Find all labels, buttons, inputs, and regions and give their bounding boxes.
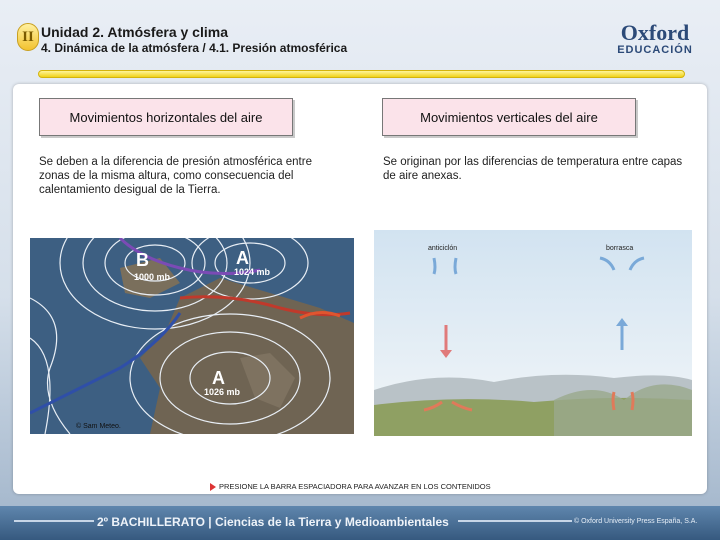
footer-line-left	[14, 520, 94, 522]
vertical-air-scene-svg	[374, 230, 692, 436]
weather-map-image	[30, 238, 354, 434]
footer-bar	[0, 506, 720, 540]
low-pressure-letter: B	[136, 250, 149, 270]
map-credit: © Sam Meteo.	[76, 423, 121, 430]
high-pressure-value-2: 1026 mb	[204, 387, 241, 397]
oxford-logo	[614, 22, 696, 56]
vertical-air-scene-image	[374, 230, 692, 436]
high-pressure-letter-2: A	[212, 368, 225, 388]
section-subtitle: 4. Dinámica de la atmósfera / 4.1. Presión atmosférica	[41, 41, 348, 55]
copyright: © Oxford University Press España, S.A.	[574, 518, 698, 525]
high-pressure-value-1: 1024 mb	[234, 267, 271, 277]
vertical-movements-heading: Movimientos verticales del aire	[382, 98, 636, 136]
accent-bar	[38, 70, 685, 78]
logo-line1: Oxford	[620, 20, 690, 45]
unit-title: Unidad 2. Atmósfera y clima	[41, 24, 228, 40]
play-triangle-icon	[210, 483, 216, 491]
unit-badge	[17, 23, 39, 51]
weather-map-svg	[30, 238, 354, 434]
unit-badge-label: II	[22, 28, 34, 45]
cyclone-label: borrasca	[606, 245, 634, 252]
high-pressure-letter-1: A	[236, 248, 249, 268]
anticyclone-label: anticiclón	[428, 245, 458, 252]
press-space-hint	[210, 482, 491, 491]
footer-line-right	[458, 520, 572, 522]
course-title: 2º BACHILLERATO | Ciencias de la Tierra y Medioambientales	[97, 515, 449, 529]
horizontal-movements-description: Se deben a la diferencia de presión atmosférica entre zonas de la misma altura, como consecuencia del calentamiento desigual de la Tierra.	[39, 156, 312, 196]
horizontal-movements-heading: Movimientos horizontales del aire	[39, 98, 293, 136]
press-space-text: PRESIONE LA BARRA ESPACIADORA PARA AVANZAR EN LOS CONTENIDOS	[219, 482, 491, 491]
vertical-movements-description: Se originan por las diferencias de temperatura entre capas de aire anexas.	[383, 156, 683, 182]
logo-line2: EDUCACIÓN	[617, 44, 693, 56]
low-pressure-value: 1000 mb	[134, 272, 171, 282]
